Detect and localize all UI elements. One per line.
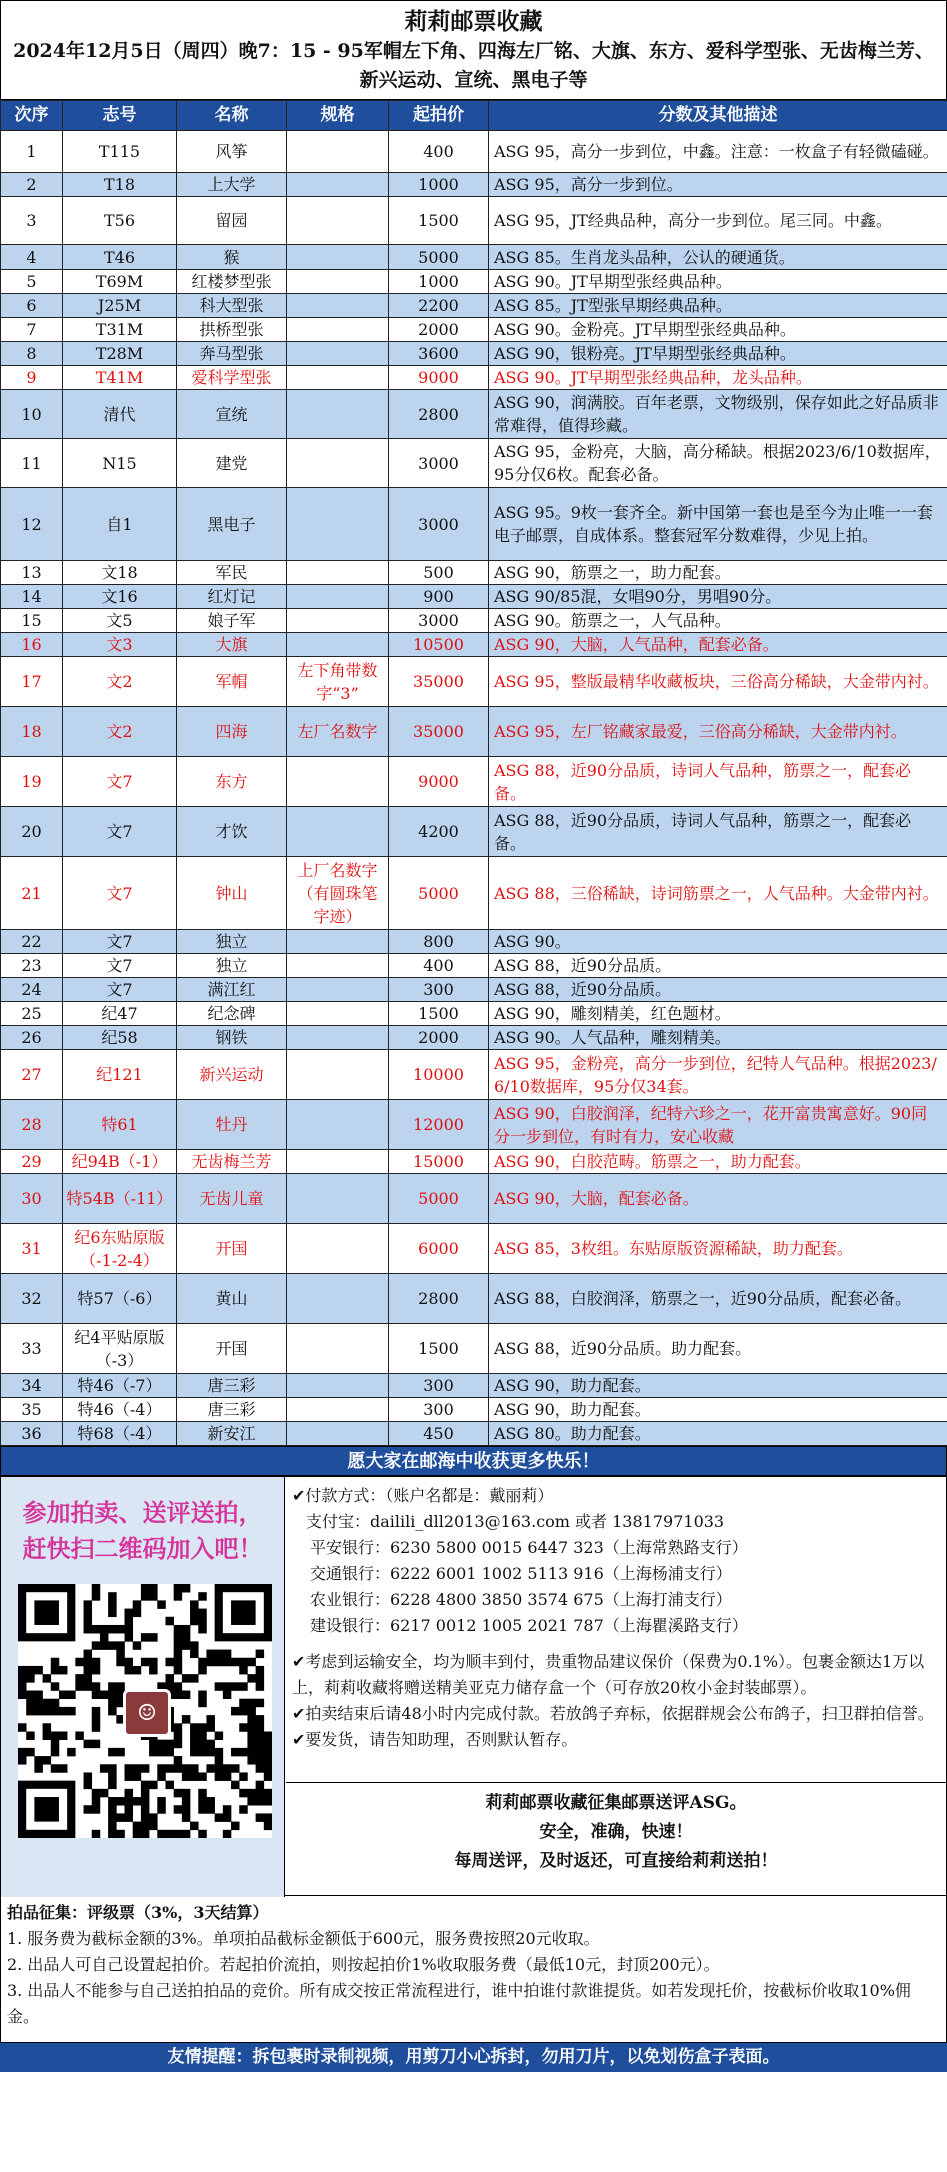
spec-note (287, 585, 389, 609)
table-row (1, 609, 947, 633)
spec-note (287, 1224, 389, 1274)
stamp-name: 科大型张 (177, 294, 287, 318)
start-price: 300 (389, 1374, 489, 1398)
stamp-name: 才饮 (177, 807, 287, 857)
lot-number: 33 (1, 1324, 63, 1374)
table-row (1, 1174, 947, 1224)
start-price: 4200 (389, 807, 489, 857)
spec-note (287, 390, 389, 439)
spec-note (287, 1422, 389, 1446)
spec-note (287, 1324, 389, 1374)
grade-description: ASG 90，润满胶。百年老票，文物级别，保存如此之好品质非常难得，值得珍藏。 (489, 390, 947, 439)
grade-description: ASG 90，助力配套。 (489, 1374, 947, 1398)
lot-number: 19 (1, 757, 63, 807)
table-row (1, 1398, 947, 1422)
start-price: 1000 (389, 270, 489, 294)
stamp-code: T31M (63, 318, 177, 342)
bank-account: 农业银行：6228 4800 3850 3574 675（上海打浦支行） (310, 1590, 732, 1609)
stamp-code: T41M (63, 366, 177, 390)
lot-number: 23 (1, 954, 63, 978)
table-row (1, 657, 947, 707)
grade-description: ASG 80。助力配套。 (489, 1422, 947, 1446)
spec-note (287, 930, 389, 954)
stamp-name: 钢铁 (177, 1026, 287, 1050)
stamp-code: 文7 (63, 807, 177, 857)
stamp-name: 无齿梅兰芳 (177, 1150, 287, 1174)
start-price: 35000 (389, 657, 489, 707)
stamp-code: 文18 (63, 561, 177, 585)
grade-description: ASG 90。筋票之一，人气品种。 (489, 609, 947, 633)
lot-number: 16 (1, 633, 63, 657)
stamp-name: 军帽 (177, 657, 287, 707)
start-price: 3600 (389, 342, 489, 366)
column-header: 次序 (1, 101, 63, 131)
stamp-code: 特46（-4） (63, 1398, 177, 1422)
grade-description: ASG 88，白胶润泽，筋票之一，近90分品质，配套必备。 (489, 1274, 947, 1324)
table-row (1, 270, 947, 294)
stamp-code: T28M (63, 342, 177, 366)
grade-description: ASG 85。生肖龙头品种，公认的硬通货。 (489, 245, 947, 270)
stamp-name: 唐三彩 (177, 1398, 287, 1422)
stamp-name: 建党 (177, 439, 287, 488)
shipping-note: ✔考虑到运输安全，均为顺丰到付，贵重物品建议保价（保费为0.1%）。包裹金额达1万以上，莉莉收藏将赠送精美亚克力储存盒一个（可存放20枚小金封装邮票）。 (292, 1652, 925, 1697)
grade-description: ASG 85。JT型张早期经典品种。 (489, 294, 947, 318)
stamp-code: T18 (63, 173, 177, 197)
lot-number: 7 (1, 318, 63, 342)
stamp-code: N15 (63, 439, 177, 488)
start-price: 800 (389, 930, 489, 954)
lot-number: 13 (1, 561, 63, 585)
grade-description: ASG 88，近90分品质，诗词人气品种，筋票之一，配套必备。 (489, 757, 947, 807)
lot-number: 6 (1, 294, 63, 318)
grade-description: ASG 95，高分一步到位，中鑫。注意：一枚盒子有轻微磕碰。 (489, 131, 947, 173)
grade-description: ASG 90。人气品种，雕刻精美。 (489, 1026, 947, 1050)
stamp-code: 纪58 (63, 1026, 177, 1050)
start-price: 5000 (389, 857, 489, 930)
grade-description: ASG 90，大脑，人气品种，配套必备。 (489, 633, 947, 657)
spec-note (287, 366, 389, 390)
stamp-code: 文2 (63, 657, 177, 707)
spec-note (287, 197, 389, 245)
grade-description: ASG 85，3枚组。东贴原版资源稀缺，助力配套。 (489, 1224, 947, 1274)
stamp-code: 纪47 (63, 1002, 177, 1026)
table-row (1, 1150, 947, 1174)
spec-note (287, 270, 389, 294)
consign-line: 莉莉邮票收藏征集邮票送评ASG。 (485, 1793, 747, 1813)
grade-description: ASG 88，近90分品质。助力配套。 (489, 1324, 947, 1374)
footer-reminder: 友情提醒：拆包裹时录制视频，用剪刀小心拆封，勿用刀片，以免划伤盒子表面。 (0, 2043, 947, 2072)
grade-description: ASG 90，银粉亮。JT早期型张经典品种。 (489, 342, 947, 366)
lot-number: 30 (1, 1174, 63, 1224)
table-row (1, 1002, 947, 1026)
start-price: 9000 (389, 366, 489, 390)
start-price: 9000 (389, 757, 489, 807)
grade-description: ASG 90，大脑，配套必备。 (489, 1174, 947, 1224)
grade-description: ASG 90。 (489, 930, 947, 954)
lot-number: 9 (1, 366, 63, 390)
payment-deadline-note: ✔拍卖结束后请48小时内完成付款。若放鸽子弃标，依据群规会公布鸽子，扫卫群拍信誉。 (292, 1704, 934, 1723)
table-row (1, 807, 947, 857)
lot-number: 28 (1, 1100, 63, 1150)
table-row (1, 1224, 947, 1274)
lot-number: 32 (1, 1274, 63, 1324)
spec-note (287, 757, 389, 807)
spec-note (287, 1050, 389, 1100)
grade-description: ASG 90。金粉亮。JT早期型张经典品种。 (489, 318, 947, 342)
start-price: 5000 (389, 1174, 489, 1224)
stamp-name: 开国 (177, 1224, 287, 1274)
blessing-banner: 愿大家在邮海中收获更多快乐！ (0, 1446, 947, 1476)
lot-number: 14 (1, 585, 63, 609)
stamp-code: 特68（-4） (63, 1422, 177, 1446)
start-price: 35000 (389, 707, 489, 757)
page-subtitle: 2024年12月5日（周四）晚7：15 - 95军帽左下角、四海左厂铭、大旗、东方、爱科学型张、无齿梅兰芳、新兴运动、宣统、黑电子等 (13, 40, 934, 91)
stamp-code: 特57（-6） (63, 1274, 177, 1324)
grade-description: ASG 88，三俗稀缺，诗词筋票之一，人气品种。大金带内衬。 (489, 857, 947, 930)
table-body (1, 131, 947, 1446)
stamp-name: 风筝 (177, 131, 287, 173)
grade-description: ASG 90，白胶范畴。筋票之一，助力配套。 (489, 1150, 947, 1174)
start-price: 12000 (389, 1100, 489, 1150)
stamp-code: J25M (63, 294, 177, 318)
grade-description: ASG 95，整版最精华收藏板块，三俗高分稀缺，大金带内衬。 (489, 657, 947, 707)
table-row (1, 342, 947, 366)
stamp-code: 文5 (63, 609, 177, 633)
start-price: 3000 (389, 439, 489, 488)
start-price: 2800 (389, 1274, 489, 1324)
spec-note (287, 245, 389, 270)
stamp-name: 独立 (177, 954, 287, 978)
payment-section (286, 1477, 946, 1897)
table-row (1, 707, 947, 757)
start-price: 6000 (389, 1224, 489, 1274)
spec-note: 左厂名数字 (287, 707, 389, 757)
lot-number: 1 (1, 131, 63, 173)
table-row (1, 294, 947, 318)
spec-note (287, 1002, 389, 1026)
column-header: 起拍价 (389, 101, 489, 131)
start-price: 10000 (389, 1050, 489, 1100)
grade-description: ASG 90。JT早期型张经典品种。 (489, 270, 947, 294)
table-row (1, 978, 947, 1002)
stamp-code: 文16 (63, 585, 177, 609)
consignment-box (286, 1782, 946, 1897)
grade-description: ASG 88，近90分品质。 (489, 978, 947, 1002)
rule-item: 1. 服务费为截标金额的3%。单项拍品截标金额低于600元，服务费按照20元收取。 (7, 1929, 600, 1948)
spec-note (287, 1274, 389, 1324)
consign-line: 安全，准确，快速！ (539, 1822, 693, 1842)
grade-description: ASG 90，雕刻精美，红色题材。 (489, 1002, 947, 1026)
rule-item: 3. 出品人不能参与自己送拍拍品的竞价。所有成交按正常流程进行，谁中拍谁付款谁提货。如若发现托价，按截标价收取10%佣金。 (7, 1981, 911, 2026)
table-row (1, 488, 947, 561)
stamp-code: T69M (63, 270, 177, 294)
lot-number: 26 (1, 1026, 63, 1050)
stamp-name: 东方 (177, 757, 287, 807)
stamp-name: 奔马型张 (177, 342, 287, 366)
table-row (1, 131, 947, 173)
start-price: 400 (389, 954, 489, 978)
table-row (1, 954, 947, 978)
stamp-name: 新安江 (177, 1422, 287, 1446)
table-row (1, 318, 947, 342)
start-price: 2000 (389, 318, 489, 342)
table-row (1, 857, 947, 930)
start-price: 500 (389, 561, 489, 585)
stamp-name: 独立 (177, 930, 287, 954)
table-row (1, 1100, 947, 1150)
spec-note (287, 488, 389, 561)
delivery-note: ✔要发货，请告知助理，否则默认暂存。 (292, 1730, 578, 1749)
spec-note (287, 978, 389, 1002)
bank-account: 平安银行：6230 5800 0015 6447 323（上海常熟路支行） (310, 1538, 748, 1557)
lot-number: 27 (1, 1050, 63, 1100)
grade-description: ASG 95，左厂铭藏家最爱，三俗高分稀缺，大金带内衬。 (489, 707, 947, 757)
start-price: 1000 (389, 173, 489, 197)
lot-number: 25 (1, 1002, 63, 1026)
start-price: 300 (389, 1398, 489, 1422)
stamp-name: 猴 (177, 245, 287, 270)
stamp-code: T56 (63, 197, 177, 245)
stamp-code: 文7 (63, 930, 177, 954)
start-price: 1500 (389, 197, 489, 245)
lot-number: 34 (1, 1374, 63, 1398)
stamp-code: 特61 (63, 1100, 177, 1150)
stamp-name: 黄山 (177, 1274, 287, 1324)
start-price: 400 (389, 131, 489, 173)
spec-note (287, 1374, 389, 1398)
stamp-code: 文7 (63, 757, 177, 807)
page-title: 莉莉邮票收藏 (404, 8, 543, 35)
lot-number: 11 (1, 439, 63, 488)
lot-number: 35 (1, 1398, 63, 1422)
info-panel (0, 1476, 947, 1896)
lot-number: 21 (1, 857, 63, 930)
spec-note (287, 173, 389, 197)
grade-description: ASG 90，白胶润泽，纪特六珍之一，花开富贵寓意好。90同分一步到位，有时有力，安心收藏 (489, 1100, 947, 1150)
lot-number: 10 (1, 390, 63, 439)
stamp-name: 新兴运动 (177, 1050, 287, 1100)
spec-note: 上厂名数字（有圆珠笔字迹） (287, 857, 389, 930)
stamp-name: 拱桥型张 (177, 318, 287, 342)
lot-number: 5 (1, 270, 63, 294)
stamp-code: 特54B（-11） (63, 1174, 177, 1224)
table-row (1, 757, 947, 807)
start-price: 5000 (389, 245, 489, 270)
grade-description: ASG 90，助力配套。 (489, 1398, 947, 1422)
grade-description: ASG 95。9枚一套齐全。新中国第一套也是至今为止唯一一套电子邮票，自成体系。整套冠军分数难得，少见上拍。 (489, 488, 947, 561)
stamp-name: 留园 (177, 197, 287, 245)
stamp-code: 纪121 (63, 1050, 177, 1100)
start-price: 450 (389, 1422, 489, 1446)
grade-description: ASG 95，高分一步到位。 (489, 173, 947, 197)
start-price: 1500 (389, 1002, 489, 1026)
start-price: 300 (389, 978, 489, 1002)
stamp-name: 红楼梦型张 (177, 270, 287, 294)
table-row (1, 633, 947, 657)
consignment-rules (0, 1896, 947, 2043)
stamp-name: 娘子军 (177, 609, 287, 633)
stamp-name: 宣统 (177, 390, 287, 439)
table-row (1, 1274, 947, 1324)
lot-number: 8 (1, 342, 63, 366)
lot-number: 2 (1, 173, 63, 197)
start-price: 2800 (389, 390, 489, 439)
table-row (1, 561, 947, 585)
spec-note (287, 1398, 389, 1422)
table-row (1, 439, 947, 488)
start-price: 3000 (389, 488, 489, 561)
spec-note (287, 318, 389, 342)
stamp-name: 四海 (177, 707, 287, 757)
stamp-name: 牡丹 (177, 1100, 287, 1150)
stamp-code: 文3 (63, 633, 177, 657)
lot-number: 15 (1, 609, 63, 633)
grade-description: ASG 88，近90分品质，诗词人气品种，筋票之一，配套必备。 (489, 807, 947, 857)
grade-description: ASG 95，JT经典品种，高分一步到位。尾三同。中鑫。 (489, 197, 947, 245)
table-row (1, 173, 947, 197)
stamp-name: 无齿儿童 (177, 1174, 287, 1224)
spec-note (287, 1150, 389, 1174)
stamp-name: 纪念碑 (177, 1002, 287, 1026)
start-price: 900 (389, 585, 489, 609)
lot-number: 17 (1, 657, 63, 707)
table-row (1, 1422, 947, 1446)
table-row (1, 366, 947, 390)
consign-line: 每周送评，及时返还，可直接给莉莉送拍！ (454, 1851, 778, 1871)
stamp-code: 文7 (63, 978, 177, 1002)
stamp-name: 上大学 (177, 173, 287, 197)
lot-number: 3 (1, 197, 63, 245)
stamp-code: 纪6东贴原版（-1-2-4） (63, 1224, 177, 1274)
table-row (1, 1324, 947, 1374)
alipay-info: 支付宝：dailili_dll2013@163.com 或者 13817971033 (306, 1512, 725, 1531)
table-row (1, 390, 947, 439)
stamp-code: 清代 (63, 390, 177, 439)
stamp-name: 大旗 (177, 633, 287, 657)
grade-description: ASG 90。JT早期型张经典品种，龙头品种。 (489, 366, 947, 390)
promo-line: 参加拍卖、送评送拍， (22, 1498, 263, 1527)
table-row (1, 930, 947, 954)
lot-number: 4 (1, 245, 63, 270)
spec-note (287, 954, 389, 978)
lot-number: 24 (1, 978, 63, 1002)
qr-logo-icon: ☺ (123, 1689, 171, 1737)
table-row (1, 1050, 947, 1100)
start-price: 15000 (389, 1150, 489, 1174)
grade-description: ASG 88，近90分品质。 (489, 954, 947, 978)
grade-description: ASG 90，筋票之一，助力配套。 (489, 561, 947, 585)
lot-number: 36 (1, 1422, 63, 1446)
stamp-name: 军民 (177, 561, 287, 585)
spec-note (287, 1100, 389, 1150)
stamp-name: 爱科学型张 (177, 366, 287, 390)
table-header-row (1, 101, 947, 131)
lot-number: 18 (1, 707, 63, 757)
qr-code[interactable] (18, 1584, 272, 1838)
qr-section (1, 1477, 285, 1897)
spec-note (287, 561, 389, 585)
stamp-name: 黑电子 (177, 488, 287, 561)
start-price: 2000 (389, 1026, 489, 1050)
table-row (1, 1026, 947, 1050)
lot-number: 31 (1, 1224, 63, 1274)
grade-description: ASG 95，金粉亮，大脑，高分稀缺。根据2023/6/10数据库，95分仅6枚。配套必备。 (489, 439, 947, 488)
spec-note: 左下角带数字“3” (287, 657, 389, 707)
spec-note (287, 294, 389, 318)
stamp-name: 满江红 (177, 978, 287, 1002)
stamp-name: 钟山 (177, 857, 287, 930)
lot-number: 29 (1, 1150, 63, 1174)
spec-note (287, 439, 389, 488)
spec-note (287, 1174, 389, 1224)
stamp-code: 纪94B（-1） (63, 1150, 177, 1174)
stamp-code: 自1 (63, 488, 177, 561)
page-header (0, 0, 947, 100)
table-row (1, 245, 947, 270)
start-price: 3000 (389, 609, 489, 633)
rules-title: 拍品征集：评级票（3%，3天结算） (7, 1903, 269, 1922)
start-price: 10500 (389, 633, 489, 657)
stamp-name: 唐三彩 (177, 1374, 287, 1398)
promo-text (1, 1495, 284, 1567)
lot-number: 20 (1, 807, 63, 857)
stamp-code: 纪4平贴原版（-3） (63, 1324, 177, 1374)
bank-account: 建设银行：6217 0012 1005 2021 787（上海瞿溪路支行） (310, 1616, 748, 1635)
stamp-code: 文2 (63, 707, 177, 757)
lot-number: 12 (1, 488, 63, 561)
column-header: 分数及其他描述 (489, 101, 947, 131)
start-price: 1500 (389, 1324, 489, 1374)
auction-table (0, 100, 947, 1446)
column-header: 名称 (177, 101, 287, 131)
stamp-code: 特46（-7） (63, 1374, 177, 1398)
grade-description: ASG 90/85混，女唱90分，男唱90分。 (489, 585, 947, 609)
table-row (1, 1374, 947, 1398)
stamp-name: 开国 (177, 1324, 287, 1374)
column-header: 规格 (287, 101, 389, 131)
spec-note (287, 609, 389, 633)
table-row (1, 585, 947, 609)
grade-description: ASG 95，金粉亮，高分一步到位，纪特人气品种。根据2023/6/10数据库，95分仅34套。 (489, 1050, 947, 1100)
stamp-code: T46 (63, 245, 177, 270)
start-price: 2200 (389, 294, 489, 318)
rule-item: 2. 出品人可自己设置起拍价。若起拍价流拍，则按起拍价1%收取服务费（最低10元，封顶200元）。 (7, 1955, 720, 1974)
stamp-code: 文7 (63, 954, 177, 978)
spec-note (287, 342, 389, 366)
stamp-code: 文7 (63, 857, 177, 930)
column-header: 志号 (63, 101, 177, 131)
spec-note (287, 1026, 389, 1050)
promo-line: 赶快扫二维码加入吧！ (22, 1534, 263, 1563)
lot-number: 22 (1, 930, 63, 954)
spec-note (287, 131, 389, 173)
stamp-code: T115 (63, 131, 177, 173)
table-row (1, 197, 947, 245)
bank-account: 交通银行：6222 6001 1002 5113 916（上海杨浦支行） (310, 1564, 732, 1583)
spec-note (287, 633, 389, 657)
payment-title: ✔付款方式：（账户名都是：戴丽莉） (292, 1486, 554, 1505)
stamp-name: 红灯记 (177, 585, 287, 609)
spec-note (287, 807, 389, 857)
